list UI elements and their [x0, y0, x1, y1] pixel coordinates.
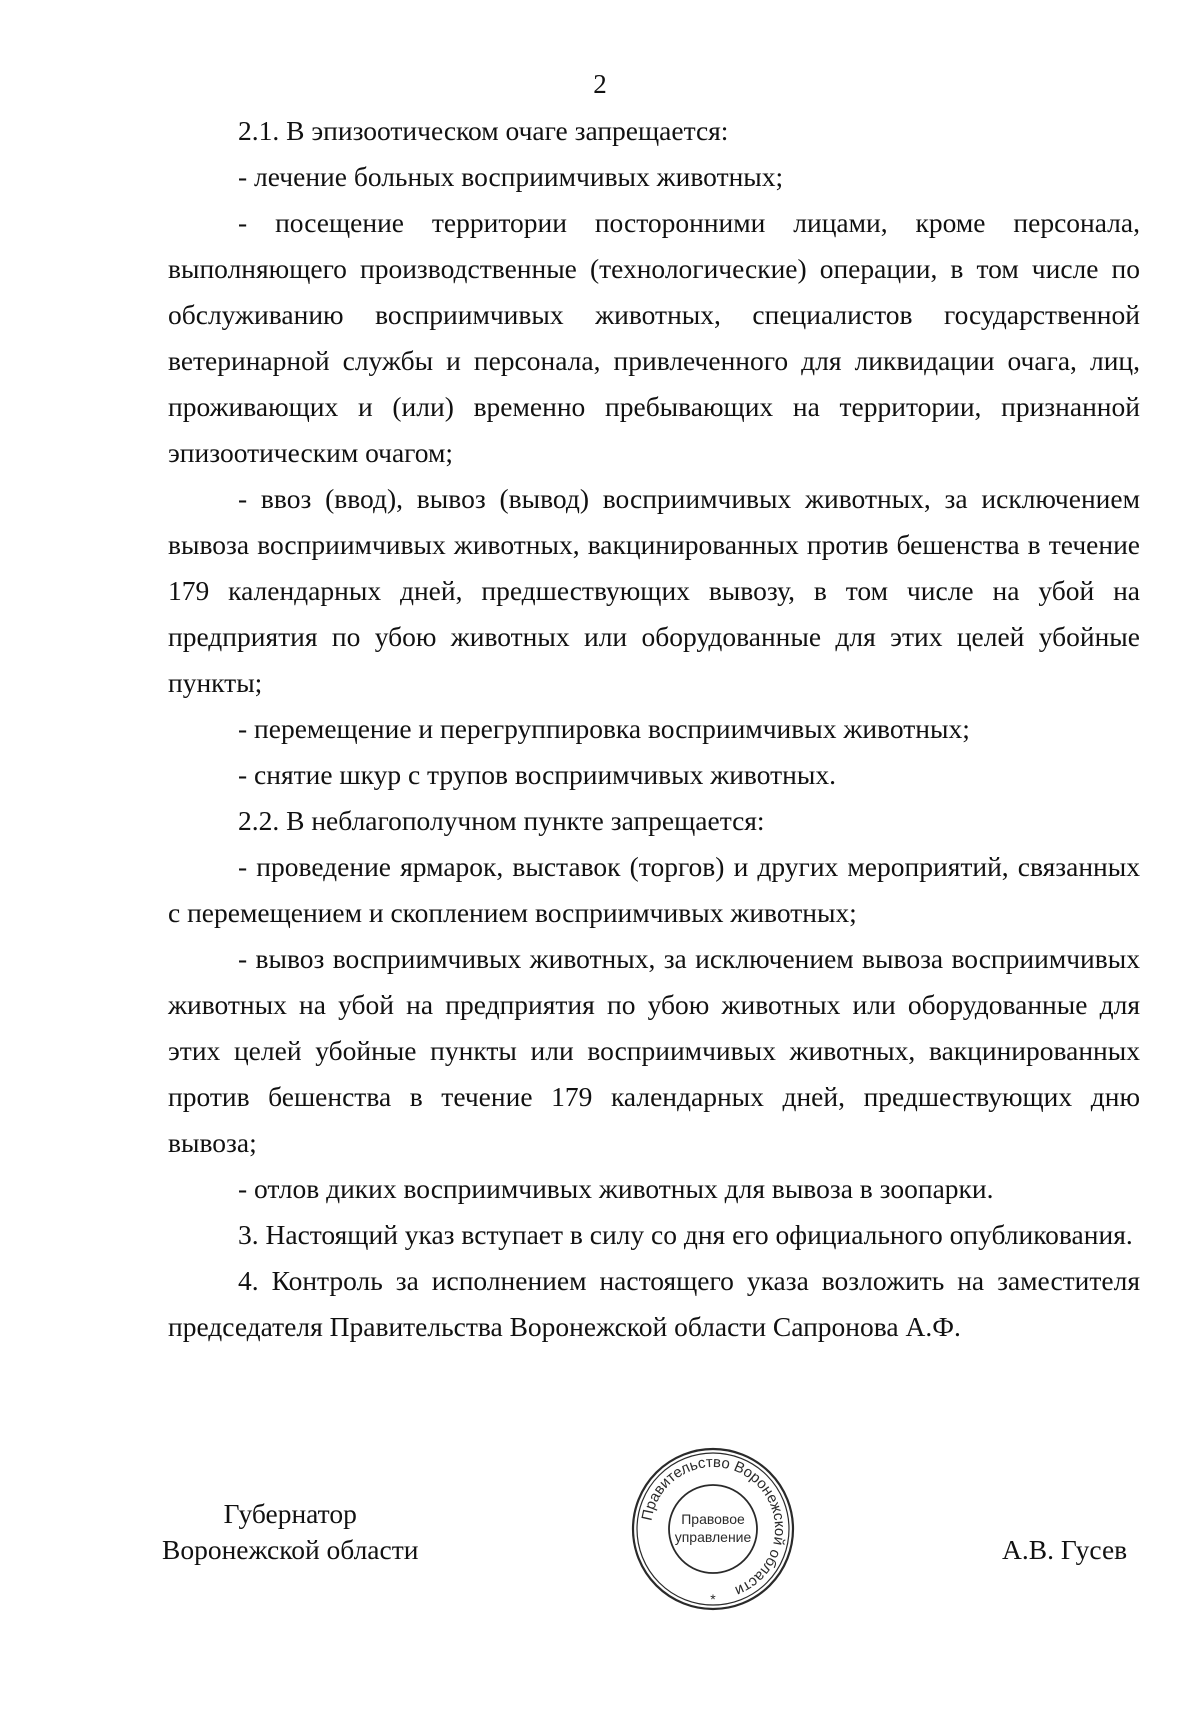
seal-inner-line1: Правовое: [681, 1511, 745, 1527]
signatory-name: А.В. Гусев: [1002, 1534, 1128, 1565]
seal-inner-line2: управление: [674, 1529, 752, 1545]
paragraph-2-1: 2.1. В эпизоотическом очаге запрещается:: [238, 115, 729, 146]
seal-star: *: [710, 1591, 716, 1607]
signatory-title-line2: Воронежской области: [162, 1534, 419, 1565]
list-item: - отлов диких восприимчивых животных для вывоза в зоопарки.: [238, 1173, 994, 1204]
seal-icon: [628, 1444, 798, 1614]
list-item: - посещение территории посторонними лицами, кроме персонала, выполняющего производственные (технологические) операции, в том числе по обслуживанию восприимчивых животных, специалистов государственной ветеринарной службы и персонала, привлеченного для ликвидации очага, лиц, проживающих и (или) временно пребывающих на территории, признанной эпизоотическим очагом;: [168, 207, 1140, 468]
list-item: - перемещение и перегруппировка восприимчивых животных;: [238, 713, 970, 744]
document-body: [168, 108, 1140, 1350]
list-item: - лечение больных восприимчивых животных;: [238, 161, 784, 192]
list-item: - снятие шкур с трупов восприимчивых животных.: [238, 759, 836, 790]
signatory-title: [162, 1496, 418, 1568]
paragraph-2-2: 2.2. В неблагополучном пункте запрещается:: [238, 805, 765, 836]
signature-block: [0, 1453, 1200, 1630]
list-item: - проведение ярмарок, выставок (торгов) и других мероприятий, связанных с перемещением и скоплением восприимчивых животных;: [168, 851, 1140, 928]
signatory-title-line1: Губернатор: [223, 1498, 357, 1529]
paragraph-4: 4. Контроль за исполнением настоящего указа возложить на заместителя председателя Правительства Воронежской области Сапронова А.Ф.: [168, 1265, 1140, 1342]
official-seal-stamp: [628, 1444, 798, 1614]
seal-outer-text: Правительство Воронежской области: [638, 1453, 789, 1600]
paragraph-3: 3. Настоящий указ вступает в силу со дня его официального опубликования.: [238, 1219, 1133, 1250]
page-number: 2: [593, 69, 607, 99]
list-item: - ввоз (ввод), вывоз (вывод) восприимчивых животных, за исключением вывоза восприимчивых животных, вакцинированных против бешенства в течение 179 календарных дней, предшествующих вывозу, в том числе на убой на предприятия по убою животных или оборудованные для этих целей убойные пункты;: [168, 483, 1140, 698]
list-item: - вывоз восприимчивых животных, за исключением вывоза восприимчивых животных на убой на предприятия по убою животных или оборудованные для этих целей убойные пункты или восприимчивых животных, вакцинированных против бешенства в течение 179 календарных дней, предшествующих дню вывоза;: [168, 943, 1140, 1158]
